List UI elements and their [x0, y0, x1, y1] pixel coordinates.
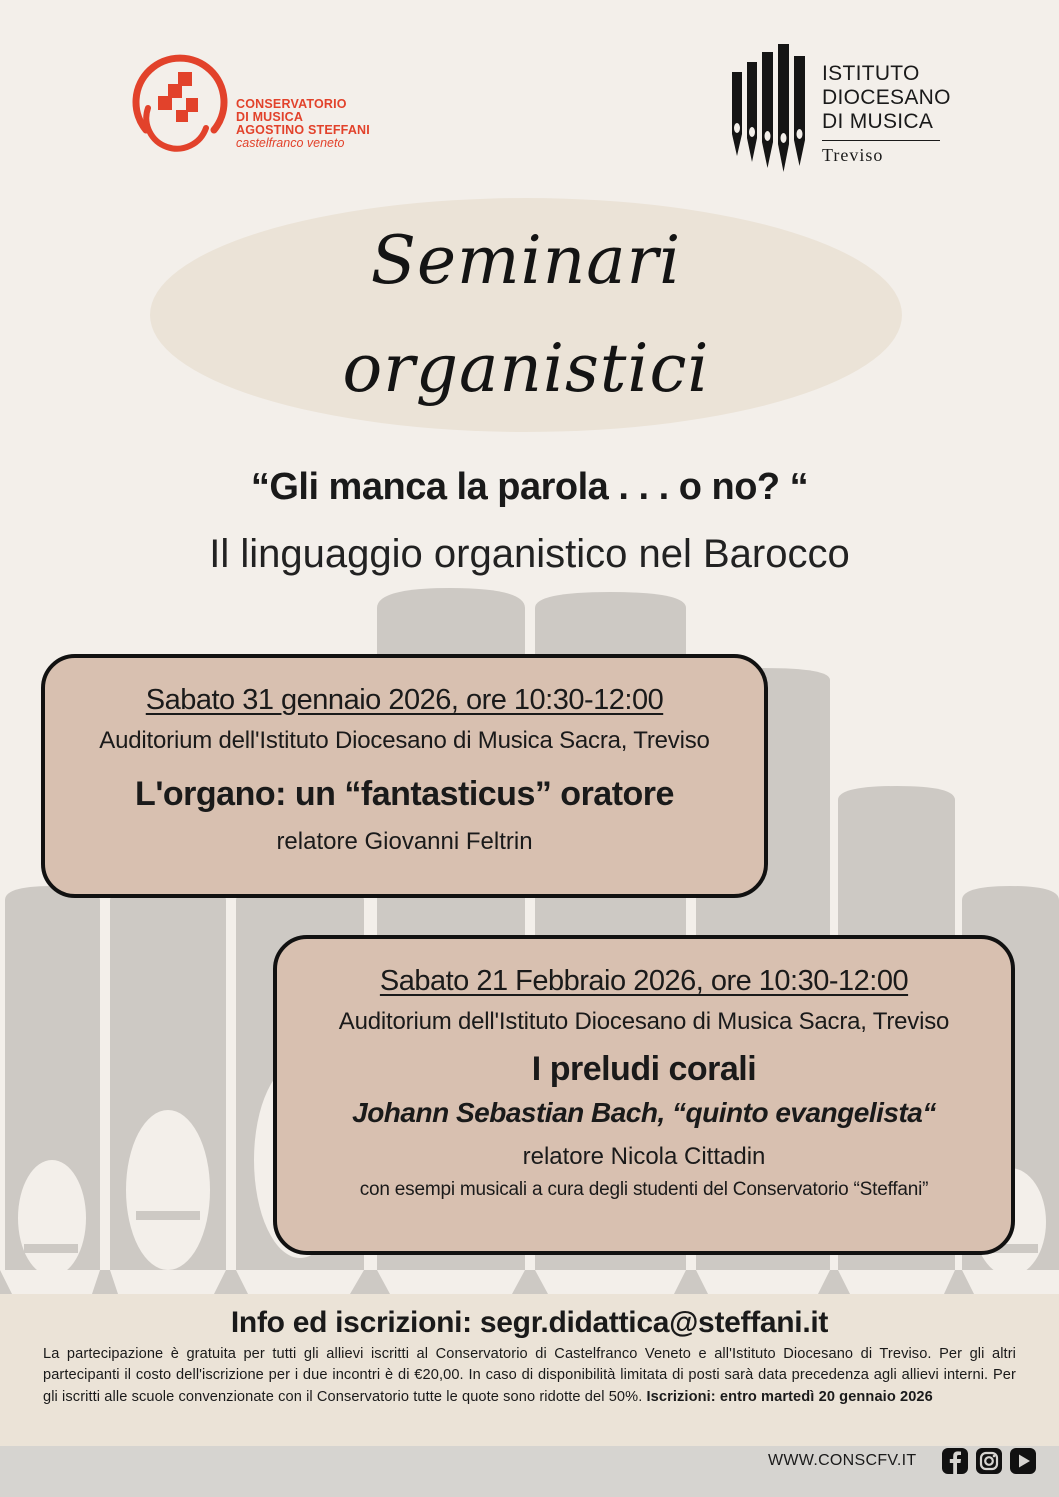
istituto-name-line3: DI MUSICA — [822, 110, 934, 133]
event-date: Sabato 31 gennaio 2026, ore 10:30-12:00 — [145, 684, 664, 716]
istituto-logo — [728, 44, 968, 176]
registration-deadline: Iscrizioni: entro martedì 20 gennaio 2026 — [646, 1388, 933, 1405]
seminar-subtitle: “Gli manca la parola . . . o no? “ — [250, 466, 809, 508]
istituto-name-line2: DIOCESANO — [822, 86, 951, 109]
footer — [0, 1446, 1059, 1497]
event-card-2 — [273, 935, 1015, 1255]
event-speaker: relatore Nicola Cittadin — [522, 1143, 766, 1170]
info-section — [0, 1294, 1059, 1446]
info-text: La partecipazione è gratuita per tutti gli allievi iscritti al Conservatorio di Castelfranco Veneto e all'Istituto Diocesano di Treviso. Per gli altri partecipanti il costo dell'iscrizione per i due incontri è di €20,00. In caso di disponibilità limitata di posti sarà data precedenza agli allievi interni. Per gli iscritti alle scuole convenzionate con il Conservatorio tutte le quote sono ridotte del 50%. — [43, 1346, 1016, 1405]
conservatorio-name-line1: CONSERVATORIO — [236, 97, 347, 111]
event-location: Auditorium dell'Istituto Diocesano di Musica Sacra, Treviso — [338, 1008, 950, 1035]
website-link[interactable]: WWW.CONSCFV.IT — [768, 1452, 917, 1469]
organ-pipes-logo-icon — [728, 44, 818, 176]
conservatorio-name-line3: AGOSTINO STEFFANI — [236, 123, 370, 137]
conservatorio-emblem-icon — [128, 52, 232, 156]
conservatorio-name-line2: DI MUSICA — [236, 110, 304, 124]
istituto-city: Treviso — [822, 145, 884, 165]
event-title: L'organo: un “fantasticus” oratore — [135, 775, 674, 813]
seminar-theme: Il linguaggio organistico nel Barocco — [209, 532, 850, 576]
event-location: Auditorium dell'Istituto Diocesano di Musica Sacra, Treviso — [99, 727, 710, 754]
event-speaker: relatore Giovanni Feltrin — [276, 828, 533, 855]
info-body — [43, 1344, 1016, 1408]
title-line2: organistici — [342, 330, 710, 407]
title-line1: Seminari — [370, 222, 682, 299]
event-date: Sabato 21 Febbraio 2026, ore 10:30-12:00 — [379, 965, 909, 997]
event-card-1 — [41, 654, 768, 898]
istituto-divider — [822, 140, 940, 141]
youtube-icon[interactable] — [1010, 1448, 1036, 1474]
event-note: con esempi musicali a cura degli studenti del Conservatorio “Steffani” — [359, 1179, 929, 1200]
event-subtitle: Johann Sebastian Bach, “quinto evangelista“ — [352, 1097, 936, 1128]
info-heading: Info ed iscrizioni: segr.didattica@steffani.it — [230, 1306, 829, 1339]
title-ellipse — [150, 198, 902, 432]
conservatorio-city: castelfranco veneto — [236, 136, 345, 150]
istituto-name-line1: ISTITUTO — [822, 62, 920, 85]
conservatorio-logo — [128, 52, 388, 156]
event-title: I preludi corali — [531, 1050, 757, 1088]
facebook-icon[interactable] — [942, 1448, 968, 1474]
instagram-icon[interactable] — [976, 1448, 1002, 1474]
